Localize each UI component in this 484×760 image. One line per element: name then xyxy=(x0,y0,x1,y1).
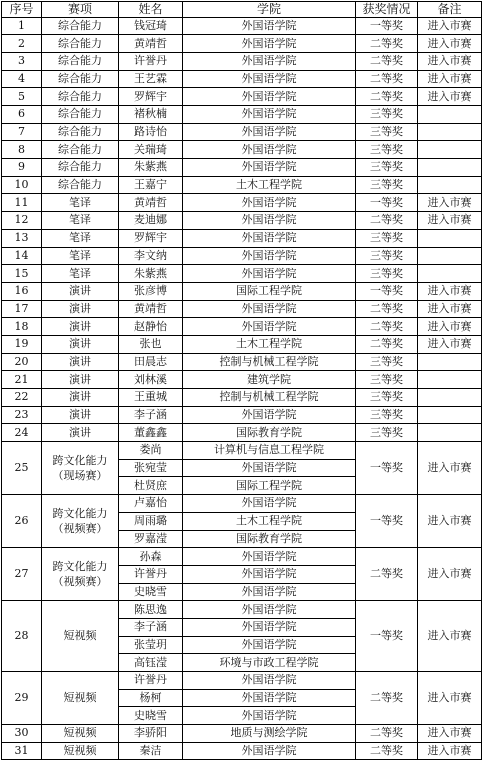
cell-no: 21 xyxy=(2,371,42,389)
cell-name: 许誉丹 xyxy=(119,52,183,70)
cell-award: 三等奖 xyxy=(356,123,418,141)
cell-college: 外国语学院 xyxy=(183,123,356,141)
cell-award: 三等奖 xyxy=(356,265,418,283)
event-line: 综合能力 xyxy=(58,18,102,32)
cell-name: 朱紫燕 xyxy=(119,159,183,177)
cell-college: 外国语学院 xyxy=(183,229,356,247)
cell-note: 进入市赛 xyxy=(418,300,482,318)
cell-name: 孙森 xyxy=(119,548,183,566)
cell-event xyxy=(42,35,119,53)
cell-award: 二等奖 xyxy=(356,300,418,318)
table-row xyxy=(2,389,482,407)
cell-event xyxy=(42,176,119,194)
header-cell-name: 姓名 xyxy=(119,2,183,18)
cell-no: 1 xyxy=(2,17,42,35)
cell-no: 8 xyxy=(2,141,42,159)
cell-college: 建筑学院 xyxy=(183,371,356,389)
award-table xyxy=(1,1,482,760)
cell-name: 陈思逸 xyxy=(119,601,183,619)
cell-no: 19 xyxy=(2,335,42,353)
cell-note: 进入市赛 xyxy=(418,212,482,230)
header-cell-college: 学院 xyxy=(183,2,356,18)
event-line: 笔译 xyxy=(69,213,91,227)
cell-name: 王重城 xyxy=(119,389,183,407)
cell-no: 24 xyxy=(2,424,42,442)
award-table-container xyxy=(1,1,482,760)
cell-college: 外国语学院 xyxy=(183,318,356,336)
event-line: 短视频 xyxy=(63,744,97,758)
cell-college: 国际教育学院 xyxy=(183,424,356,442)
cell-award: 三等奖 xyxy=(356,389,418,407)
cell-event xyxy=(42,371,119,389)
cell-note: 进入市赛 xyxy=(418,17,482,35)
cell-award: 三等奖 xyxy=(356,141,418,159)
cell-college: 外国语学院 xyxy=(183,689,356,707)
table-row xyxy=(2,88,482,106)
cell-event xyxy=(42,194,119,212)
header-cell-award: 获奖情况 xyxy=(356,2,418,18)
cell-no: 27 xyxy=(2,548,42,601)
header-cell-no: 序号 xyxy=(2,2,42,18)
cell-event xyxy=(42,353,119,371)
cell-no: 25 xyxy=(2,442,42,495)
table-row xyxy=(2,194,482,212)
cell-college: 外国语学院 xyxy=(183,459,356,477)
cell-name: 董鑫鑫 xyxy=(119,424,183,442)
cell-award: 一等奖 xyxy=(356,282,418,300)
cell-note xyxy=(418,371,482,389)
event-line: 演讲 xyxy=(69,425,91,439)
cell-no: 15 xyxy=(2,265,42,283)
cell-note xyxy=(418,229,482,247)
event-line: 笔译 xyxy=(69,266,91,280)
cell-college: 外国语学院 xyxy=(183,565,356,583)
cell-note: 进入市赛 xyxy=(418,35,482,53)
table-row xyxy=(2,141,482,159)
event-line: 演讲 xyxy=(69,301,91,315)
table-row xyxy=(2,548,482,566)
event-line: 演讲 xyxy=(69,354,91,368)
cell-name: 麦迪娜 xyxy=(119,212,183,230)
table-row xyxy=(2,300,482,318)
cell-event xyxy=(42,229,119,247)
table-row xyxy=(2,70,482,88)
cell-award: 一等奖 xyxy=(356,194,418,212)
cell-college: 外国语学院 xyxy=(183,70,356,88)
table-row xyxy=(2,282,482,300)
event-line: 综合能力 xyxy=(58,36,102,50)
table-row xyxy=(2,52,482,70)
cell-note xyxy=(418,176,482,194)
event-line: 演讲 xyxy=(69,372,91,386)
cell-name: 刘林溪 xyxy=(119,371,183,389)
cell-award: 三等奖 xyxy=(356,406,418,424)
cell-award: 二等奖 xyxy=(356,70,418,88)
cell-name: 张宛莹 xyxy=(119,459,183,477)
cell-award: 二等奖 xyxy=(356,672,418,725)
table-row xyxy=(2,123,482,141)
event-line: 综合能力 xyxy=(58,107,102,121)
cell-college: 外国语学院 xyxy=(183,707,356,725)
cell-no: 14 xyxy=(2,247,42,265)
cell-note: 进入市赛 xyxy=(418,194,482,212)
cell-no: 12 xyxy=(2,212,42,230)
table-row xyxy=(2,424,482,442)
cell-note xyxy=(418,389,482,407)
cell-college: 土木工程学院 xyxy=(183,335,356,353)
event-line: 综合能力 xyxy=(58,125,102,139)
cell-college: 外国语学院 xyxy=(183,247,356,265)
event-line: 演讲 xyxy=(69,284,91,298)
cell-event xyxy=(42,141,119,159)
cell-award: 一等奖 xyxy=(356,495,418,548)
cell-event xyxy=(42,300,119,318)
event-line: 笔译 xyxy=(69,195,91,209)
cell-name: 王艺霖 xyxy=(119,70,183,88)
cell-event xyxy=(42,88,119,106)
cell-award: 二等奖 xyxy=(356,742,418,760)
cell-note: 进入市赛 xyxy=(418,725,482,743)
cell-award: 二等奖 xyxy=(356,88,418,106)
cell-college: 国际工程学院 xyxy=(183,477,356,495)
cell-award: 二等奖 xyxy=(356,52,418,70)
cell-name: 李子涵 xyxy=(119,618,183,636)
cell-name: 田晨志 xyxy=(119,353,183,371)
cell-note xyxy=(418,424,482,442)
cell-note xyxy=(418,159,482,177)
event-line: （现场赛） xyxy=(52,469,108,483)
cell-name: 褚秋楠 xyxy=(119,106,183,124)
cell-event xyxy=(42,335,119,353)
cell-no: 4 xyxy=(2,70,42,88)
cell-note: 进入市赛 xyxy=(418,282,482,300)
cell-note: 进入市赛 xyxy=(418,52,482,70)
cell-no: 26 xyxy=(2,495,42,548)
cell-name: 杨柯 xyxy=(119,689,183,707)
cell-college: 外国语学院 xyxy=(183,672,356,690)
cell-name: 黄靖哲 xyxy=(119,35,183,53)
event-line: 跨文化能力 xyxy=(52,507,108,521)
cell-name: 关瑞琦 xyxy=(119,141,183,159)
cell-no: 6 xyxy=(2,106,42,124)
cell-note: 进入市赛 xyxy=(418,495,482,548)
event-line: 综合能力 xyxy=(58,142,102,156)
event-line: 综合能力 xyxy=(58,54,102,68)
cell-college: 外国语学院 xyxy=(183,618,356,636)
cell-name: 张莹玥 xyxy=(119,636,183,654)
cell-award: 二等奖 xyxy=(356,318,418,336)
cell-note: 进入市赛 xyxy=(418,548,482,601)
cell-name: 朱紫燕 xyxy=(119,265,183,283)
table-row xyxy=(2,265,482,283)
cell-name: 王嘉宁 xyxy=(119,176,183,194)
cell-note xyxy=(418,141,482,159)
cell-event xyxy=(42,70,119,88)
cell-event xyxy=(42,282,119,300)
cell-college: 外国语学院 xyxy=(183,106,356,124)
cell-award: 二等奖 xyxy=(356,335,418,353)
event-line: 短视频 xyxy=(63,726,97,740)
table-row xyxy=(2,495,482,513)
cell-note: 进入市赛 xyxy=(418,335,482,353)
table-row xyxy=(2,601,482,619)
cell-college: 外国语学院 xyxy=(183,406,356,424)
cell-college: 外国语学院 xyxy=(183,212,356,230)
cell-no: 3 xyxy=(2,52,42,70)
cell-no: 5 xyxy=(2,88,42,106)
cell-event xyxy=(42,318,119,336)
table-row xyxy=(2,442,482,460)
cell-event xyxy=(42,212,119,230)
cell-name: 李骄阳 xyxy=(119,725,183,743)
cell-event xyxy=(42,265,119,283)
table-row xyxy=(2,725,482,743)
table-row xyxy=(2,335,482,353)
cell-name: 黄靖哲 xyxy=(119,300,183,318)
cell-note xyxy=(418,247,482,265)
cell-college: 计算机与信息工程学院 xyxy=(183,442,356,460)
cell-no: 23 xyxy=(2,406,42,424)
cell-name: 史晓雪 xyxy=(119,707,183,725)
cell-event xyxy=(42,389,119,407)
cell-event xyxy=(42,424,119,442)
cell-event xyxy=(42,159,119,177)
table-row xyxy=(2,406,482,424)
cell-note: 进入市赛 xyxy=(418,318,482,336)
event-line: 综合能力 xyxy=(58,71,102,85)
cell-no: 2 xyxy=(2,35,42,53)
cell-award: 二等奖 xyxy=(356,725,418,743)
cell-note: 进入市赛 xyxy=(418,88,482,106)
cell-no: 7 xyxy=(2,123,42,141)
table-row xyxy=(2,371,482,389)
event-line: 笔译 xyxy=(69,248,91,262)
cell-college: 外国语学院 xyxy=(183,742,356,760)
cell-note xyxy=(418,123,482,141)
cell-college: 外国语学院 xyxy=(183,52,356,70)
cell-award: 二等奖 xyxy=(356,35,418,53)
cell-event xyxy=(42,601,119,672)
cell-name: 钱冠琦 xyxy=(119,17,183,35)
cell-award: 三等奖 xyxy=(356,176,418,194)
cell-college: 外国语学院 xyxy=(183,636,356,654)
header-row xyxy=(2,2,482,18)
cell-college: 外国语学院 xyxy=(183,548,356,566)
cell-note xyxy=(418,106,482,124)
header-cell-note: 备注 xyxy=(418,2,482,18)
cell-college: 外国语学院 xyxy=(183,35,356,53)
cell-event xyxy=(42,442,119,495)
cell-name: 娄尚 xyxy=(119,442,183,460)
cell-award: 三等奖 xyxy=(356,353,418,371)
cell-college: 外国语学院 xyxy=(183,194,356,212)
cell-note: 进入市赛 xyxy=(418,442,482,495)
cell-college: 外国语学院 xyxy=(183,88,356,106)
cell-name: 卢嘉怡 xyxy=(119,495,183,513)
cell-no: 29 xyxy=(2,672,42,725)
cell-note: 进入市赛 xyxy=(418,672,482,725)
cell-name: 路诗怡 xyxy=(119,123,183,141)
cell-note xyxy=(418,265,482,283)
cell-name: 杜贤庶 xyxy=(119,477,183,495)
cell-award: 三等奖 xyxy=(356,106,418,124)
event-line: （视频赛） xyxy=(52,575,108,589)
cell-no: 16 xyxy=(2,282,42,300)
cell-college: 控制与机械工程学院 xyxy=(183,353,356,371)
cell-event xyxy=(42,548,119,601)
table-row xyxy=(2,159,482,177)
cell-event xyxy=(42,123,119,141)
cell-name: 张也 xyxy=(119,335,183,353)
cell-no: 20 xyxy=(2,353,42,371)
cell-event xyxy=(42,52,119,70)
cell-name: 张彦博 xyxy=(119,282,183,300)
table-row xyxy=(2,247,482,265)
event-line: 演讲 xyxy=(69,337,91,351)
cell-event xyxy=(42,17,119,35)
cell-no: 22 xyxy=(2,389,42,407)
cell-award: 一等奖 xyxy=(356,17,418,35)
event-line: 笔译 xyxy=(69,231,91,245)
table-row xyxy=(2,229,482,247)
cell-name: 秦洁 xyxy=(119,742,183,760)
event-line: 短视频 xyxy=(63,629,97,643)
event-line: （视频赛） xyxy=(52,522,108,536)
event-line: 演讲 xyxy=(69,390,91,404)
header-cell-event: 赛项 xyxy=(42,2,119,18)
cell-award: 三等奖 xyxy=(356,229,418,247)
cell-college: 外国语学院 xyxy=(183,141,356,159)
table-row xyxy=(2,672,482,690)
cell-no: 28 xyxy=(2,601,42,672)
cell-college: 环境与市政工程学院 xyxy=(183,654,356,672)
event-line: 演讲 xyxy=(69,408,91,422)
cell-event xyxy=(42,106,119,124)
cell-name: 罗辉宇 xyxy=(119,88,183,106)
cell-award: 一等奖 xyxy=(356,601,418,672)
cell-no: 10 xyxy=(2,176,42,194)
cell-college: 外国语学院 xyxy=(183,495,356,513)
cell-event xyxy=(42,725,119,743)
cell-note xyxy=(418,406,482,424)
cell-no: 11 xyxy=(2,194,42,212)
event-line: 综合能力 xyxy=(58,178,102,192)
event-line: 演讲 xyxy=(69,319,91,333)
table-row xyxy=(2,212,482,230)
table-row xyxy=(2,106,482,124)
cell-college: 外国语学院 xyxy=(183,159,356,177)
cell-name: 黄靖哲 xyxy=(119,194,183,212)
cell-college: 外国语学院 xyxy=(183,300,356,318)
event-line: 综合能力 xyxy=(58,160,102,174)
cell-award: 三等奖 xyxy=(356,371,418,389)
cell-college: 土木工程学院 xyxy=(183,176,356,194)
cell-award: 三等奖 xyxy=(356,159,418,177)
cell-award: 三等奖 xyxy=(356,247,418,265)
cell-no: 31 xyxy=(2,742,42,760)
cell-name: 许誉丹 xyxy=(119,565,183,583)
table-row xyxy=(2,318,482,336)
cell-no: 17 xyxy=(2,300,42,318)
event-line: 综合能力 xyxy=(58,89,102,103)
cell-name: 李子涵 xyxy=(119,406,183,424)
cell-event xyxy=(42,495,119,548)
cell-no: 13 xyxy=(2,229,42,247)
cell-college: 控制与机械工程学院 xyxy=(183,389,356,407)
cell-event xyxy=(42,406,119,424)
cell-name: 高钰滢 xyxy=(119,654,183,672)
cell-award: 二等奖 xyxy=(356,548,418,601)
cell-name: 罗辉宇 xyxy=(119,229,183,247)
cell-no: 18 xyxy=(2,318,42,336)
cell-award: 一等奖 xyxy=(356,442,418,495)
event-line: 短视频 xyxy=(63,691,97,705)
cell-note xyxy=(418,353,482,371)
table-row xyxy=(2,35,482,53)
event-line: 跨文化能力 xyxy=(52,454,108,468)
cell-note: 进入市赛 xyxy=(418,70,482,88)
table-row xyxy=(2,742,482,760)
cell-award: 二等奖 xyxy=(356,212,418,230)
table-row xyxy=(2,353,482,371)
cell-college: 外国语学院 xyxy=(183,583,356,601)
cell-college: 外国语学院 xyxy=(183,601,356,619)
event-line: 跨文化能力 xyxy=(52,560,108,574)
cell-note: 进入市赛 xyxy=(418,742,482,760)
cell-college: 地质与测绘学院 xyxy=(183,725,356,743)
cell-name: 罗嘉滢 xyxy=(119,530,183,548)
cell-college: 外国语学院 xyxy=(183,17,356,35)
cell-event xyxy=(42,742,119,760)
cell-note: 进入市赛 xyxy=(418,601,482,672)
cell-name: 李文纳 xyxy=(119,247,183,265)
table-row xyxy=(2,17,482,35)
cell-name: 周雨璐 xyxy=(119,512,183,530)
cell-award: 三等奖 xyxy=(356,424,418,442)
cell-name: 许誉丹 xyxy=(119,672,183,690)
cell-event xyxy=(42,247,119,265)
cell-name: 赵静怡 xyxy=(119,318,183,336)
cell-event xyxy=(42,672,119,725)
cell-no: 9 xyxy=(2,159,42,177)
table-row xyxy=(2,176,482,194)
cell-name: 史晓雪 xyxy=(119,583,183,601)
cell-no: 30 xyxy=(2,725,42,743)
cell-college: 外国语学院 xyxy=(183,265,356,283)
cell-college: 国际教育学院 xyxy=(183,530,356,548)
cell-college: 国际工程学院 xyxy=(183,282,356,300)
cell-college: 土木工程学院 xyxy=(183,512,356,530)
table-body xyxy=(2,17,482,760)
